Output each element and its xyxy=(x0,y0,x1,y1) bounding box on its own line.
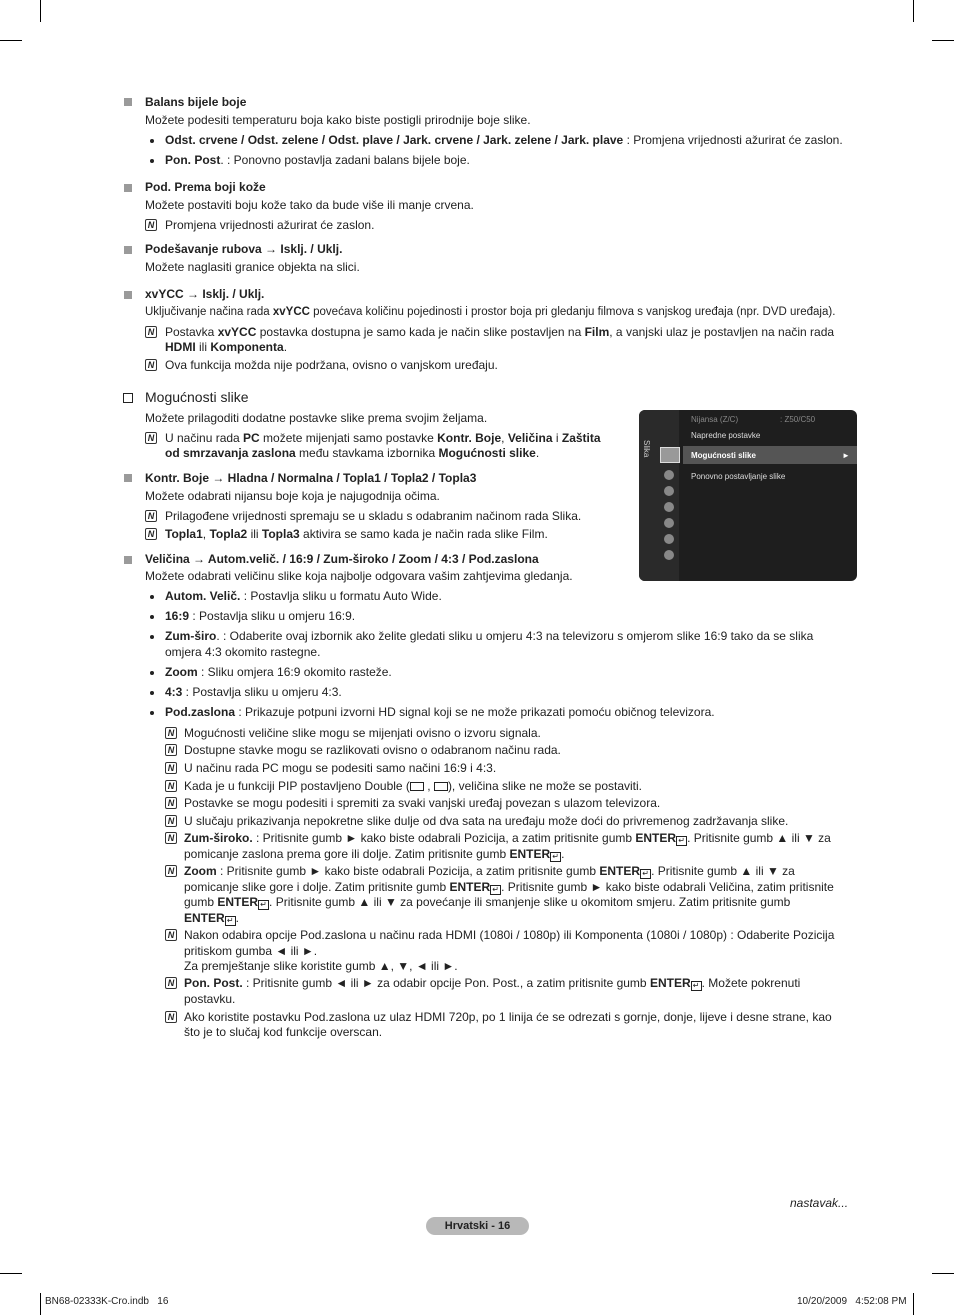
note-text: U slučaju prikazivanja nepokretne slike dulje od dva sata na uređaju može doći do privremenog zadržavanja slike. xyxy=(184,814,789,828)
square-bullet-icon xyxy=(124,474,132,482)
paragraph: Možete naglasiti granice objekta na slici. xyxy=(145,260,360,274)
note-text-cont: gumb ENTER ↵ . Pritisnite gumb ▲ ili ▼ za povećanje ili smanjenje slike u okomitom smjeru. Zatim pritisnite gumb xyxy=(184,895,791,909)
note-icon: N xyxy=(165,780,177,792)
note-text-cont: Za premještanje slike koristite gumb ▲, ▼, ◄ ili ►. xyxy=(184,959,458,973)
note-text: HDMI ili Komponenta. xyxy=(165,340,288,354)
note-icon: N xyxy=(165,797,177,809)
list-item: 4:3 : Postavlja sliku u omjeru 4:3. xyxy=(165,685,342,699)
note-text: U načinu rada PC možete mijenjati samo postavke Kontr. Boje, Veličina i Zaštita xyxy=(165,431,601,445)
page-number-badge: Hrvatski - 16 xyxy=(426,1217,529,1235)
section-title: Mogućnosti slike xyxy=(145,389,249,405)
note-text: U načinu rada PC mogu se podesiti samo načini 16:9 i 4:3. xyxy=(184,761,497,775)
note-text: Dostupne stavke mogu se razlikovati ovisno o odabranom načinu rada. xyxy=(184,743,561,757)
note-text: Zum-široko. : Pritisnite gumb ► kako biste odabrali Pozicija, a zatim pritisnite gumb ENTER ↵ . Pritisnite gumb ▲ ili ▼ za xyxy=(184,831,831,845)
note-icon: N xyxy=(145,219,157,231)
note-text-cont: pritiskom gumba ◄ ili ►. xyxy=(184,944,318,958)
list-item: Zoom : Sliku omjera 16:9 okomito rasteže. xyxy=(165,665,392,679)
bullet-icon xyxy=(150,139,154,143)
note-text: Topla1, Topla2 ili Topla3 aktivira se samo kada je način rada slike Film. xyxy=(165,527,548,541)
pip-double-icon xyxy=(434,782,448,791)
note-text: od smrzavanja zaslona među stavkama izbornika Mogućnosti slike. xyxy=(165,446,540,460)
bullet-icon xyxy=(150,711,154,715)
note-text: Mogućnosti veličine slike mogu se mijenjati ovisno o izvoru signala. xyxy=(184,726,541,740)
crop-mark xyxy=(40,1293,41,1315)
print-date: 10/20/2009 4:52:08 PM xyxy=(797,1296,907,1307)
square-bullet-icon xyxy=(124,98,132,106)
note-text: Prilagođene vrijednosti spremaju se u skladu s odabranim načinom rada Slika. xyxy=(165,509,582,523)
note-text-cont: što je to slučaj kod funkcije overscan. xyxy=(184,1025,383,1039)
heading-skin-tone: Pod. Prema boji kože xyxy=(145,180,266,194)
note-text: Promjena vrijednosti ažurirat će zaslon. xyxy=(165,218,375,232)
list-item: Zum-širo. : Odaberite ovaj izbornik ako želite gledati sliku u omjeru 4:3 na televizoru s omjerom slike 16:9 tako da se slika xyxy=(165,629,814,643)
square-bullet-icon xyxy=(124,291,132,299)
note-text: Nakon odabira opcije Pod.zaslona u načinu rada HDMI (1080i / 1080p) ili Komponenta (1080i / 1080p) : Odaberite Pozicija xyxy=(184,928,835,942)
note-icon: N xyxy=(145,326,157,338)
continued-label: nastavak... xyxy=(790,1196,849,1210)
enter-icon: ↵ xyxy=(676,836,687,846)
file-label: BN68-02333K-Cro.indb 16 xyxy=(45,1296,169,1307)
list-item: Autom. Velič. : Postavlja sliku u formatu Auto Wide. xyxy=(165,589,442,603)
list-item: Odst. crvene / Odst. zelene / Odst. plave / Jark. crvene / Jark. zelene / Jark. plave : Promjena vrijednosti ažurirat će zaslon. xyxy=(165,133,843,147)
note-icon: N xyxy=(145,528,157,540)
note-icon: N xyxy=(165,977,177,989)
note-text: Ova funkcija možda nije podržana, ovisno o vanjskom uređaju. xyxy=(165,358,498,372)
heading-xvycc: xvYCC → Isklj. / Uklj. xyxy=(145,287,265,301)
note-text-cont: pomicanje slike gore i dolje. Zatim pritisnite gumb ENTER ↵ . Pritisnite gumb ► kako biste odabrali Veličina, zatim pritisnite xyxy=(184,880,834,894)
bullet-icon xyxy=(150,635,154,639)
crop-mark xyxy=(0,40,22,41)
square-bullet-icon xyxy=(124,556,132,564)
picture-icon xyxy=(660,447,680,463)
note-icon: N xyxy=(165,929,177,941)
menu-arrow-icon: ► xyxy=(842,451,850,460)
square-bullet-icon xyxy=(124,184,132,192)
note-text: Zoom : Pritisnite gumb ► kako biste odabrali Pozicija, a zatim pritisnite gumb ENTER ↵ . Pritisnite gumb ▲ ili ▼ za xyxy=(184,864,795,878)
note-icon: N xyxy=(165,744,177,756)
note-text: Postavka xvYCC postavka dostupna je samo kada je način slike postavljen na Film, a vanjski ulaz je postavljen na način rada xyxy=(165,325,835,339)
square-bullet-icon xyxy=(124,246,132,254)
crop-mark xyxy=(0,1273,22,1274)
paragraph: Možete podesiti temperaturu boja kako biste postigli prirodnije boje slike. xyxy=(145,113,531,127)
heading-white-balance: Balans bijele boje xyxy=(145,95,247,109)
enter-icon: ↵ xyxy=(691,981,702,991)
note-text: Kada je u funkciji PIP postavljeno Double ( , ), veličina slike ne može se postaviti. xyxy=(184,779,643,793)
enter-icon: ↵ xyxy=(258,900,269,910)
note-icon: N xyxy=(165,865,177,877)
crop-mark xyxy=(913,0,914,22)
paragraph: Možete odabrati veličinu slike koja najbolje odgovara vašim zahtjevima gledanja. xyxy=(145,569,573,583)
paragraph: Možete odabrati nijansu boje koja je najugodnija očima. xyxy=(145,489,440,503)
bullet-icon xyxy=(150,159,154,163)
note-icon: N xyxy=(165,727,177,739)
note-icon: N xyxy=(145,432,157,444)
note-icon: N xyxy=(145,359,157,371)
menu-item-picture-options[interactable]: Mogućnosti slike xyxy=(691,451,756,460)
menu-item-tint-value: : Z50/C50 xyxy=(780,415,816,424)
enter-icon: ↵ xyxy=(550,852,561,862)
note-text: Postavke se mogu podesiti i spremiti za svaki vanjski uređaj povezan s ulazom televizora. xyxy=(184,796,661,810)
bullet-icon xyxy=(150,615,154,619)
bullet-icon xyxy=(150,595,154,599)
crop-mark xyxy=(913,1293,914,1315)
note-text-cont: ENTER ↵ . xyxy=(184,911,240,925)
checkbox-square-icon xyxy=(123,393,133,403)
heading-color-tone: Kontr. Boje → Hladna / Normalna / Topla1 / Topla2 / Topla3 xyxy=(145,471,477,485)
paragraph: Uključivanje načina rada xvYCC povećava količinu pojedinosti i prostor boja pri gledanju filmova s vanjskog uređaja (npr. DVD uređaja). xyxy=(145,306,836,318)
enter-icon: ↵ xyxy=(225,916,236,926)
note-icon: N xyxy=(165,762,177,774)
note-icon: N xyxy=(165,1011,177,1023)
bullet-icon xyxy=(150,671,154,675)
crop-mark xyxy=(40,0,41,22)
bullet-icon xyxy=(150,691,154,695)
menu-side-label: Slika xyxy=(642,440,651,458)
note-text: Pon. Post. : Pritisnite gumb ◄ ili ► za odabir opcije Pon. Post., a zatim pritisnite gumb ENTER ↵ . Možete pokrenuti xyxy=(184,976,801,990)
list-item-cont: omjera 4:3 okomito rastegne. xyxy=(165,645,321,659)
menu-item-reset[interactable]: Ponovno postavljanje slike xyxy=(691,472,786,481)
crop-mark xyxy=(932,1273,954,1274)
menu-item-advanced[interactable]: Napredne postavke xyxy=(691,431,761,440)
paragraph: Možete postaviti boju kože tako da bude više ili manje crvena. xyxy=(145,198,474,212)
note-icon: N xyxy=(165,832,177,844)
note-icon: N xyxy=(145,510,157,522)
paragraph: Možete prilagoditi dodatne postavke slike prema svojim željama. xyxy=(145,411,488,425)
pip-double-icon xyxy=(410,782,424,791)
note-icon: N xyxy=(165,815,177,827)
menu-item-tint: Nijansa (Z/C) xyxy=(691,415,739,424)
list-item: Pon. Post. : Ponovno postavlja zadani balans bijele boje. xyxy=(165,153,470,167)
heading-size: Veličina → Autom.velič. / 16:9 / Zum-široko / Zoom / 4:3 / Pod.zaslona xyxy=(145,552,539,566)
note-text: Ako koristite postavku Pod.zaslona uz ulaz HDMI 720p, po 1 linija će se odrezati s gornje, donje, lijeve i desne strane, kao xyxy=(184,1010,832,1024)
note-text-cont: postavku. xyxy=(184,992,236,1006)
enter-icon: ↵ xyxy=(490,885,501,895)
enter-icon: ↵ xyxy=(640,869,651,879)
heading-edge-enhancement: Podešavanje rubova → Isklj. / Uklj. xyxy=(145,242,343,256)
note-text-cont: pomicanje zaslona prema gore ili dolje. Zatim pritisnite gumb ENTER ↵ . xyxy=(184,847,565,861)
list-item: Pod.zaslona : Prikazuje potpuni izvorni HD signal koji se ne može prikazati pomoću običnog televizora. xyxy=(165,705,715,719)
crop-mark xyxy=(932,40,954,41)
list-item: 16:9 : Postavlja sliku u omjeru 16:9. xyxy=(165,609,356,623)
